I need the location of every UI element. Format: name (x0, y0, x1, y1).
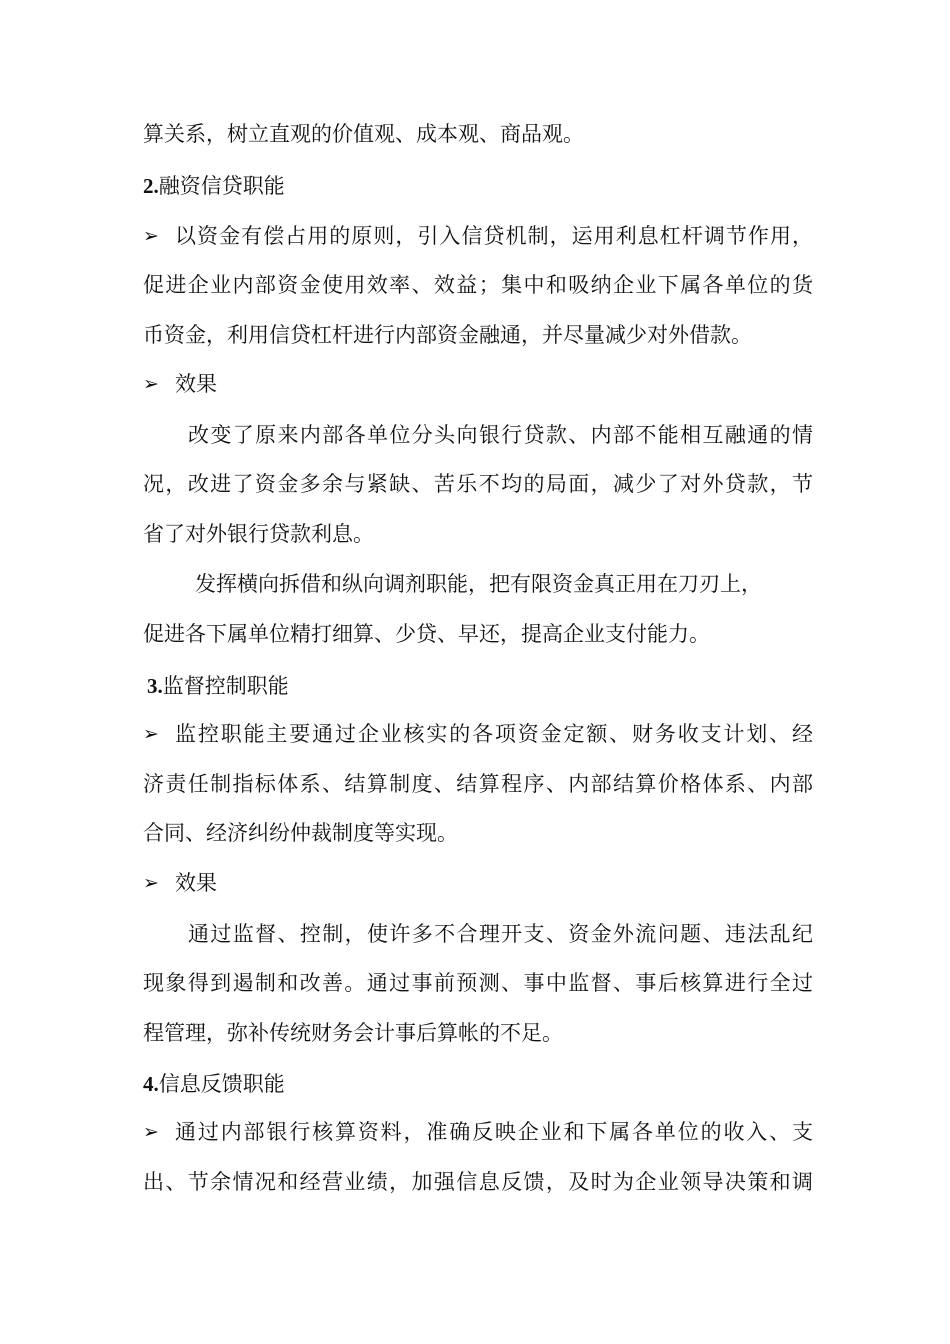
bullet-text: 效果 (175, 372, 217, 396)
section-number: 4. (143, 1072, 159, 1096)
bullet-text: 通过内部银行核算资料，准确反映企业和下属各单位的收入、支 (175, 1120, 813, 1144)
section-heading-4 (143, 1070, 813, 1098)
bullet-item (143, 720, 813, 748)
bullet-text: 以资金有偿占用的原则，引入信贷机制，运用利息杠杆调节作用， (175, 224, 813, 248)
section-heading-2 (143, 172, 813, 200)
paragraph-line: 改变了原来内部各单位分头向银行贷款、内部不能相互融通的情 (188, 423, 813, 447)
arrow-bullet-icon: ➢ (143, 373, 159, 395)
paragraph-line: 现象得到遏制和改善。通过事前预测、事中监督、事后核算进行全过 (143, 971, 813, 995)
paragraph-line: 济责任制指标体系、结算制度、结算程序、内部结算价格体系、内部 (143, 772, 813, 796)
bullet-item (143, 370, 813, 398)
paragraph-line: 程管理，弥补传统财务会计事后算帐的不足。 (143, 1021, 563, 1045)
paragraph-line: 通过监督、控制，使许多不合理开支、资金外流问题、违法乱纪 (188, 922, 813, 946)
paragraph-line: 省了对外银行贷款利息。 (143, 522, 374, 546)
bullet-item (143, 1118, 813, 1146)
paragraph-line: 况，改进了资金多余与紧缺、苦乐不均的局面，减少了对外贷款，节 (143, 472, 813, 496)
section-number: 2. (143, 174, 159, 198)
arrow-bullet-icon: ➢ (143, 723, 159, 745)
arrow-bullet-icon: ➢ (143, 225, 159, 247)
paragraph-line: 币资金，利用信贷杠杆进行内部资金融通，并尽量减少对外借款。 (143, 323, 752, 347)
section-title: 监督控制职能 (162, 674, 289, 698)
bullet-item (143, 869, 813, 897)
paragraph-line: 促进各下属单位精打细算、少贷、早还，提高企业支付能力。 (143, 622, 710, 646)
section-title: 融资信贷职能 (158, 174, 285, 198)
paragraph-line: 发挥横向拆借和纵向调剂职能，把有限资金真正用在刀刃上， (195, 572, 762, 596)
section-heading-3 (147, 672, 817, 700)
arrow-bullet-icon: ➢ (143, 872, 159, 894)
paragraph-line: 合同、经济纠纷仲裁制度等实现。 (143, 821, 458, 845)
bullet-item (143, 222, 813, 250)
section-title: 信息反馈职能 (158, 1072, 285, 1096)
paragraph-line: 促进企业内部资金使用效率、效益；集中和吸纳企业下属各单位的货 (143, 273, 813, 297)
bullet-text: 监控职能主要通过企业核实的各项资金定额、财务收支计划、经 (175, 722, 813, 746)
paragraph-line: 出、节余情况和经营业绩，加强信息反馈，及时为企业领导决策和调 (143, 1170, 813, 1194)
paragraph-line: 算关系，树立直观的价值观、成本观、商品观。 (143, 122, 584, 146)
bullet-text: 效果 (175, 871, 217, 895)
arrow-bullet-icon: ➢ (143, 1121, 159, 1143)
section-number: 3. (147, 674, 163, 698)
